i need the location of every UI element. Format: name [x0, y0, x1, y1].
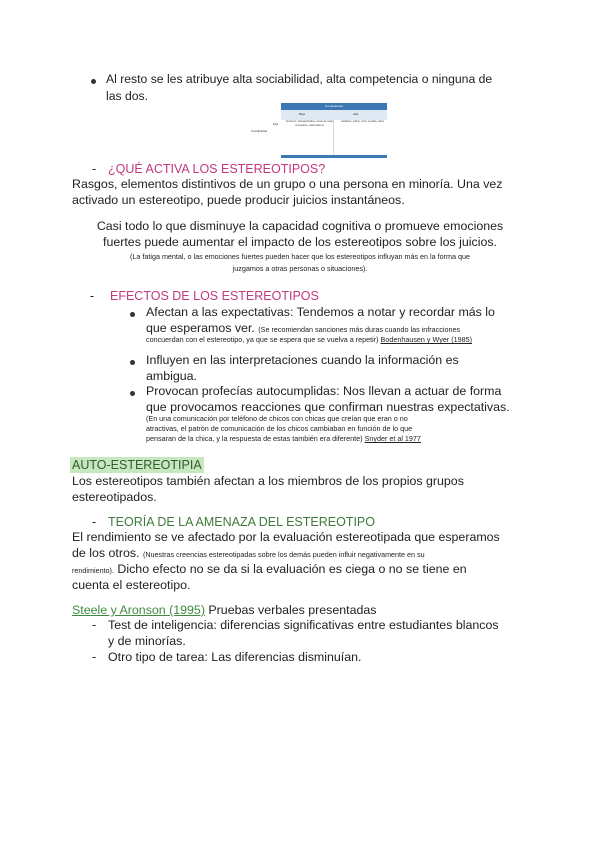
section2-dash: - [90, 289, 95, 303]
centered-small-line2: juzgamos a otras personas o situaciones). [232, 264, 368, 273]
table-col-high: Alta [353, 112, 359, 116]
auto-stereotype-heading: AUTO-ESTEREOTIPIA [72, 458, 202, 472]
effects-bullet1-line2-text: que esperamos ver. [146, 321, 255, 335]
auto-line1: Los estereotipos también afectan a los miembros de los propios grupos [72, 474, 464, 488]
bullet-dot [130, 360, 135, 365]
section3-heading: TEORÍA DE LA AMENAZA DEL ESTEREOTIPO [108, 515, 375, 529]
table-row-sub: Baja [273, 123, 279, 126]
section2-heading: EFECTOS DE LOS ESTEREOTIPOS [110, 289, 319, 303]
steele-citation[interactable]: Steele y Aronson (1995) [72, 603, 205, 617]
effects-bullet1-line1: Afectan a las expectativas: Tendemos a notar y recordar más lo [146, 305, 495, 319]
section3-line3 [72, 561, 467, 577]
steele-item2: Otro tipo de tarea: Las diferencias disminuían. [108, 650, 362, 664]
section3-line3-text: Dicho efecto no se da si la evaluación es ciega o no se tiene en [117, 562, 467, 576]
table-bottom-bar [281, 155, 387, 158]
effects-bullet1-note2-text: concuerdan con el estereotipo, ya que se espera que se vuelva a repetir) [146, 335, 379, 344]
effects-bullet3-note3 [146, 434, 421, 444]
effects-bullet1-note2 [146, 335, 526, 345]
section3-dash: - [92, 515, 97, 529]
section3-line4: cuenta el estereotipo. [72, 578, 191, 592]
effects-bullet1-note1: (Se recomiendan sanciones más duras cuando las infracciones [258, 325, 461, 334]
effects-bullet3-note2: atractivas, el patrón de comunicación de los chicos cambiaban en función de lo que [146, 424, 413, 433]
steele-item1-line1: Test de inteligencia: diferencias significativas entre estudiantes blancos [108, 618, 499, 632]
table-subheader [281, 110, 387, 120]
table-col-low: Baja [299, 112, 306, 116]
centered-line1: Casi todo lo que disminuye la capacidad cognitiva o promueve emociones [96, 219, 504, 233]
table-cell-low: Ancianos, discapacitados, amas de casa; compasión, paternalismo [285, 120, 334, 127]
bullet-dot [91, 79, 96, 84]
steele-item1-line2: y de minorías. [108, 634, 186, 648]
section1-line2: activado un estereotipo, puede producir juicios instantáneos. [72, 193, 405, 207]
table-header: Competencia [281, 103, 387, 110]
steele-dash-2: - [92, 650, 97, 664]
section3-note2: rendimiento). [72, 566, 114, 575]
effects-bullet3-line2: que provocamos reacciones que confirman nuestras expectativas. [146, 400, 510, 414]
auto-line2: estereotipados. [72, 490, 157, 504]
section1-line1: Rasgos, elementos distintivos de un grupo o una persona en minoría. Una vez [72, 177, 503, 191]
section3-note1: (Nuestras creencias estereotipadas sobre los demás pueden influir negativamente en su [142, 550, 425, 559]
effects-bullet2-line2: ambigua. [146, 369, 197, 383]
effects-bullet3-line1: Provocan profecías autocumplidas: Nos llevan a actuar de forma [146, 384, 502, 398]
effects-bullet3-citation: Snyder et al 1977 [364, 434, 421, 443]
table-cell-high: Asiáticos, judíos, ricos; envidia, celos [341, 120, 384, 123]
bullet-dot [130, 391, 135, 396]
centered-line2: fuertes puede aumentar el impacto de los estereotipos sobre los juicios. [103, 235, 497, 249]
steele-text: Pruebas verbales presentadas [208, 603, 377, 617]
top-bullet-line1: Al resto se les atribuye alta sociabilidad, alta competencia o ninguna de [106, 72, 493, 86]
steele-dash-1: - [92, 618, 97, 632]
effects-bullet3-note3-text: pensaran de la chica, y la respuesta de estas también era diferente) [146, 434, 363, 443]
section1-dash: - [92, 162, 97, 176]
centered-small-line1: (La fatiga mental, o las emociones fuertes pueden hacer que los estereotipos influyan más en la forma que [129, 252, 470, 261]
effects-bullet1-citation: Bodenhausen y Wyer (1985) [380, 335, 472, 344]
section3-line1: El rendimiento se ve afectado por la evaluación estereotipada que esperamos [72, 530, 500, 544]
table-row-label: Sociabilidad [251, 129, 268, 133]
top-bullet-line2: las dos. [106, 89, 149, 103]
bullet-dot [130, 312, 135, 317]
section3-line2 [72, 545, 425, 561]
effects-bullet2-line1: Influyen en las interpretaciones cuando la información es [146, 353, 459, 367]
table-divider [333, 120, 334, 155]
stereotype-content-table [251, 103, 387, 158]
section1-heading: ¿QUÉ ACTIVA LOS ESTEREOTIPOS? [108, 162, 326, 176]
effects-bullet1-line2 [146, 320, 460, 336]
effects-bullet3-note1: (En una comunicación por teléfono de chicos con chicas que creían que eran o no [146, 414, 408, 423]
steele-line [72, 602, 376, 618]
section3-line2-text: de los otros. [72, 546, 140, 560]
